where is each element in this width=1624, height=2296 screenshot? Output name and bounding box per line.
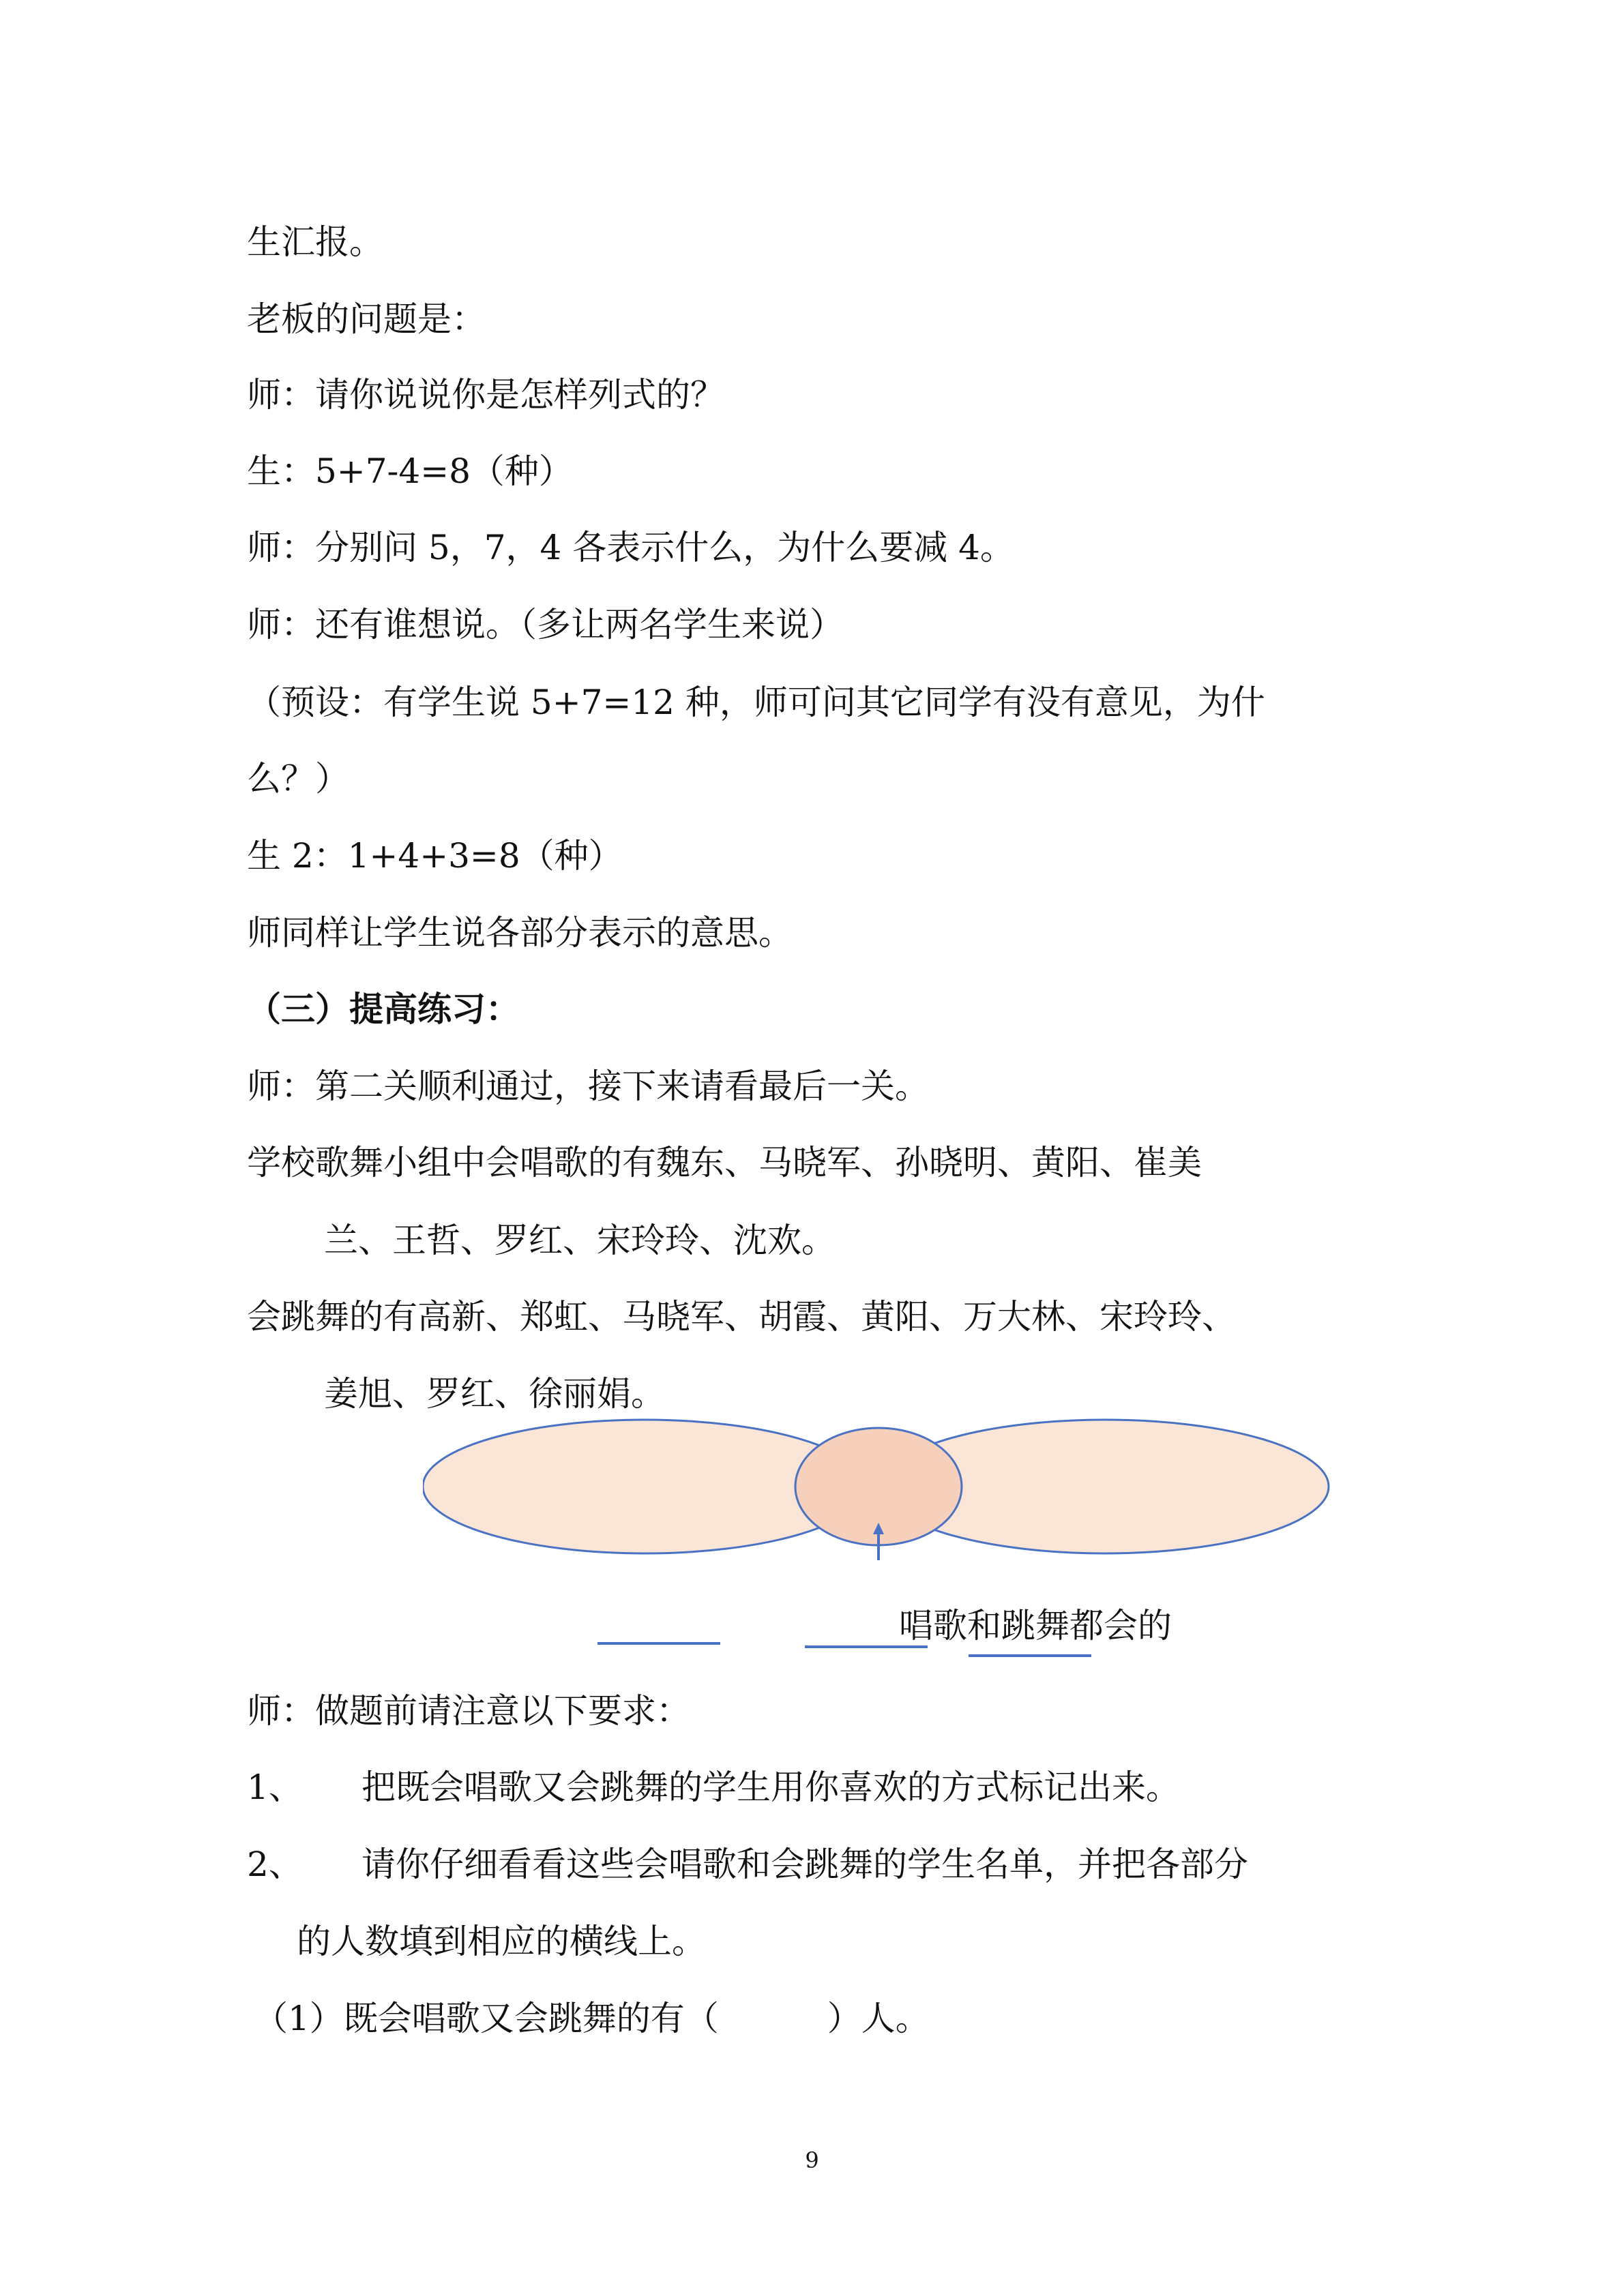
singers-line-1: 学校歌舞小组中会唱歌的有魏东、马晓军、孙晓明、黄阳、崔美 — [247, 1143, 1202, 1182]
text-line-9: 生 2：1+4+3=8（种） — [247, 836, 623, 876]
text-line-3: 师：请你说说你是怎样列式的？ — [247, 375, 724, 415]
text-line-1: 生汇报。 — [247, 222, 383, 262]
page-number: 9 — [805, 2147, 819, 2173]
item-2-text: 请你仔细看看这些会唱歌和会跳舞的学生名单，并把各部分 — [361, 1845, 1248, 1884]
dancers-line-2: 姜旭、罗红、徐丽娟。 — [324, 1374, 665, 1414]
singers-line-2: 兰、王哲、罗红、宋玲玲、沈欢。 — [324, 1221, 836, 1260]
text-line-5: 师：分别问 5，7，4 各表示什么，为什么要减 4。 — [247, 528, 1014, 567]
text-line-7: （预设：有学生说 5+7=12 种，师可问其它同学有没有意见，为什 — [247, 683, 1265, 722]
item-1-text: 把既会唱歌又会跳舞的学生用你喜欢的方式标记出来。 — [361, 1768, 1180, 1807]
answer-blank-singing-only[interactable] — [597, 1642, 720, 1645]
text-line-10: 师同样让学生说各部分表示的意思。 — [247, 913, 793, 953]
section-heading: （三）提高练习： — [247, 989, 520, 1029]
venn-overlap-caption: 唱歌和跳舞都会的 — [899, 1606, 1172, 1645]
text-line-4: 生：5+7-4=8（种） — [247, 451, 573, 491]
question-1: （1）既会唱歌又会跳舞的有（ ）人。 — [254, 1999, 930, 2038]
text-line-8: 么？） — [247, 759, 349, 799]
teacher-requirements: 师：做题前请注意以下要求： — [247, 1691, 690, 1731]
dancers-line-1: 会跳舞的有高新、郑虹、马晓军、胡霞、黄阳、万大林、宋玲玲、 — [247, 1297, 1236, 1337]
answer-blank-both[interactable] — [969, 1654, 1091, 1657]
text-line-2: 老板的问题是： — [247, 299, 486, 339]
item-1-label: 1、 — [247, 1768, 303, 1807]
item-2-continued: 的人数填到相应的横线上。 — [297, 1922, 706, 1961]
text-line-6: 师：还有谁想说。（多让两名学生来说） — [247, 605, 844, 644]
text-line-12: 师：第二关顺利通过，接下来请看最后一关。 — [247, 1067, 929, 1106]
venn-diagram — [423, 1418, 1337, 1650]
item-2-label: 2、 — [247, 1845, 303, 1884]
